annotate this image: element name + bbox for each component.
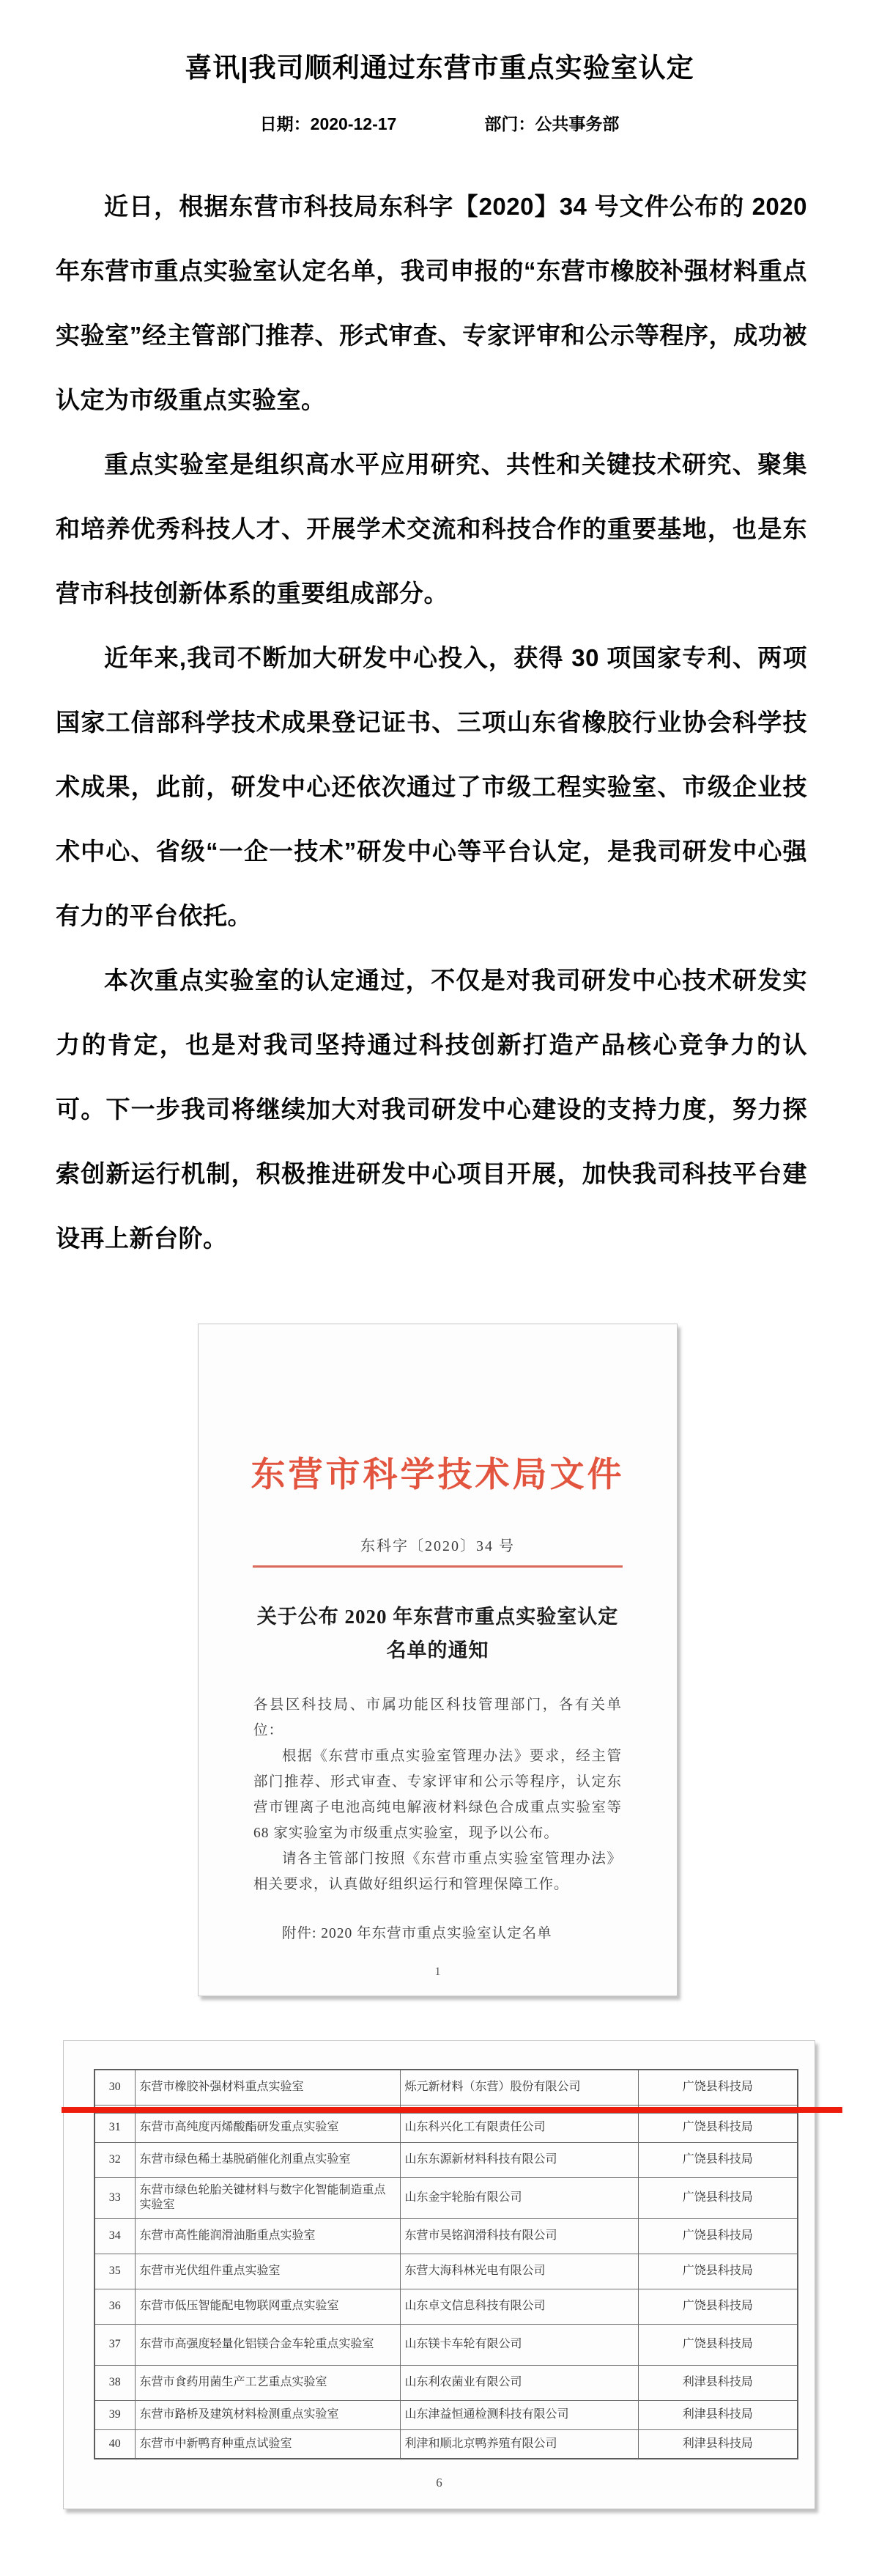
company-name: 山东津益恒通检测科技有限公司 <box>400 2400 638 2429</box>
doc-notice-title-line1: 关于公布 2020 年东营市重点实验室认定 <box>256 1606 619 1628</box>
company-name: 山东镁卡车轮有限公司 <box>400 2324 638 2365</box>
bureau-name: 利津县科技局 <box>638 2400 798 2429</box>
article-paragraph: 近日，根据东营市科技局东科字【2020】34 号文件公布的 2020 年东营市重点实验室认定名单，我司申报的“东营市橡胶补强材料重点实验室”经主管部门推荐、形式审查、专家评审和公示等程序，成功被认定为市级重点实验室。 <box>56 193 807 413</box>
row-number: 34 <box>94 2218 135 2254</box>
company-name: 山东东源新材料科技有限公司 <box>400 2142 638 2177</box>
company-name: 山东利农菌业有限公司 <box>400 2365 638 2400</box>
doc-attachment-line: 附件: 2020 年东营市重点实验室认定名单 <box>282 1926 552 1941</box>
document-scan-image <box>198 1324 678 1996</box>
table-row <box>94 2429 798 2459</box>
bureau-name: 广饶县科技局 <box>638 2218 798 2254</box>
table-row <box>94 2070 798 2105</box>
lab-name: 东营市高强度轻量化铝镁合金车轮重点实验室 <box>135 2324 400 2365</box>
article-paragraph: 本次重点实验室的认定通过，不仅是对我司研发中心技术研发实力的肯定，也是对我司坚持通过科技创新打造产品核心竞争力的认可。下一步我司将继续加大对我司研发中心建设的支持力度，努力探索创新运行机制，积极推进研发中心项目开展，加快我司科技平台建设再上新台阶。 <box>56 967 807 1252</box>
table-row <box>94 2254 798 2289</box>
row-number: 33 <box>94 2177 135 2218</box>
table-row <box>94 2142 798 2177</box>
date-label: 日期： <box>259 114 311 133</box>
doc-notice-title <box>199 1600 677 1667</box>
bottom-whitespace <box>0 2509 879 2572</box>
doc-body-paragraph: 根据《东营市重点实验室管理办法》要求，经主管部门推荐、形式审查、专家评审和公示等程序，认定东营市锂离子电池高纯电解液材料绿色合成重点实验室等 68 家实验室为市级重点实验室，现予以公布。 <box>253 1749 622 1841</box>
date-value: 2020-12-17 <box>310 114 397 133</box>
lab-name: 东营市中新鸭育种重点试验室 <box>135 2429 400 2459</box>
doc-body-paragraph: 请各主管部门按照《东营市重点实验室管理办法》相关要求，认真做好组织运行和管理保障工作。 <box>253 1851 622 1892</box>
lab-name: 东营市食药用菌生产工艺重点实验室 <box>135 2365 400 2400</box>
table-row <box>94 2324 798 2365</box>
table-row <box>94 2177 798 2218</box>
red-highlight-line <box>62 2107 842 2113</box>
doc-notice-title-line2: 名单的通知 <box>386 1639 489 1661</box>
dept-label: 部门： <box>484 114 535 133</box>
table-row <box>94 2400 798 2429</box>
article <box>0 0 879 1271</box>
article-paragraph: 近年来,我司不断加大研发中心投入，获得 30 项国家专利、两项国家工信部科学技术成果登记证书、三项山东省橡胶行业协会科学技术成果，此前，研发中心还依次通过了市级工程实验室、市级企业技术中心、省级“一企一技术”研发中心等平台认定，是我司研发中心强有力的平台依托。 <box>56 644 807 929</box>
row-number: 35 <box>94 2254 135 2289</box>
table-row <box>94 2365 798 2400</box>
lab-table <box>94 2069 798 2459</box>
row-number: 38 <box>94 2365 135 2400</box>
doc-red-rule <box>253 1565 623 1568</box>
lab-name: 东营市高性能润滑油脂重点实验室 <box>135 2218 400 2254</box>
company-name: 山东卓文信息科技有限公司 <box>400 2289 638 2324</box>
doc-agency-title: 东营市科学技术局文件 <box>251 1456 625 1494</box>
row-number: 36 <box>94 2289 135 2324</box>
row-number: 39 <box>94 2400 135 2429</box>
lab-name: 东营市绿色轮胎关键材料与数字化智能制造重点实验室 <box>135 2177 400 2218</box>
table-row <box>94 2113 798 2142</box>
company-name: 山东金宇轮胎有限公司 <box>400 2177 638 2218</box>
row-number: 31 <box>94 2113 135 2142</box>
bureau-name: 广饶县科技局 <box>638 2177 798 2218</box>
lab-name: 东营市绿色稀土基脱硝催化剂重点实验室 <box>135 2142 400 2177</box>
article-paragraph: 重点实验室是组织高水平应用研究、共性和关键技术研究、聚集和培养优秀科技人才、开展学术交流和科技合作的重要基地，也是东营市科技创新体系的重要组成部分。 <box>56 451 807 607</box>
row-number: 30 <box>94 2070 135 2105</box>
page-title: 喜讯|我司顺利通过东营市重点实验室认定 <box>185 53 694 83</box>
company-name: 烁元新材料（东营）股份有限公司 <box>400 2070 638 2105</box>
lab-name: 东营市低压智能配电物联网重点实验室 <box>135 2289 400 2324</box>
table-row <box>94 2289 798 2324</box>
lab-table-scan-image <box>63 2040 815 2509</box>
bureau-name: 广饶县科技局 <box>638 2324 798 2365</box>
bureau-name: 利津县科技局 <box>638 2365 798 2400</box>
company-name: 利津和顺北京鸭养殖有限公司 <box>400 2429 638 2459</box>
article-meta <box>0 113 879 135</box>
bureau-name: 广饶县科技局 <box>638 2113 798 2142</box>
lab-name: 东营市路桥及建筑材料检测重点实验室 <box>135 2400 400 2429</box>
doc-salutation: 各县区科技局、市属功能区科技管理部门，各有关单位： <box>253 1697 622 1738</box>
row-number: 32 <box>94 2142 135 2177</box>
bureau-name: 广饶县科技局 <box>638 2289 798 2324</box>
lab-name: 东营市高纯度丙烯酸酯研发重点实验室 <box>135 2113 400 2142</box>
lab-name: 东营市光伏组件重点实验室 <box>135 2254 400 2289</box>
doc-body <box>253 1692 622 1897</box>
table-row <box>94 2218 798 2254</box>
doc-number: 东科字〔2020〕34 号 <box>360 1538 515 1554</box>
bureau-name: 广饶县科技局 <box>638 2142 798 2177</box>
company-name: 东营市昊铭润滑科技有限公司 <box>400 2218 638 2254</box>
bureau-name: 广饶县科技局 <box>638 2254 798 2289</box>
bureau-name: 广饶县科技局 <box>638 2070 798 2105</box>
company-name: 东营大海科林光电有限公司 <box>400 2254 638 2289</box>
row-number: 37 <box>94 2324 135 2365</box>
doc-page-number: 1 <box>434 1966 441 1978</box>
row-number: 40 <box>94 2429 135 2459</box>
article-body <box>0 174 879 1271</box>
bureau-name: 利津县科技局 <box>638 2429 798 2459</box>
dept-value: 公共事务部 <box>535 114 620 133</box>
table-page-number: 6 <box>436 2476 442 2490</box>
company-name: 山东科兴化工有限责任公司 <box>400 2113 638 2142</box>
lab-name: 东营市橡胶补强材料重点实验室 <box>135 2070 400 2105</box>
